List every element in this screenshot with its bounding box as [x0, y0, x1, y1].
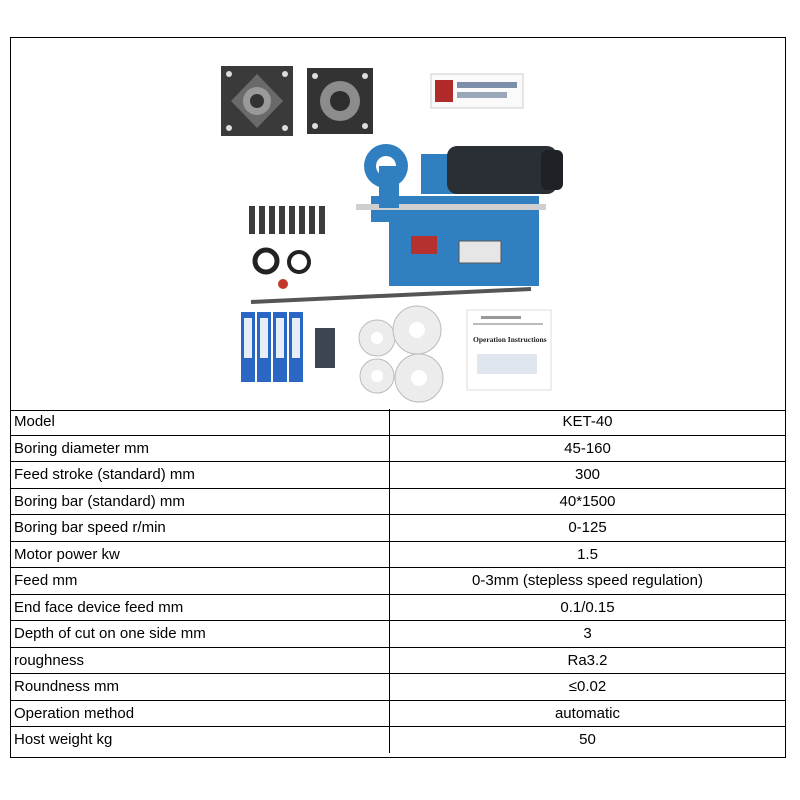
product-photo	[211, 46, 571, 406]
spec-value: 50	[390, 727, 786, 753]
spec-label: Operation method	[11, 700, 390, 727]
spec-value: 3	[390, 621, 786, 648]
spec-value: 40*1500	[390, 488, 786, 515]
spec-sheet-frame	[10, 37, 786, 758]
spec-value: 45-160	[390, 435, 786, 462]
manual-cover-card	[431, 74, 523, 108]
mounting-plate-left	[221, 66, 293, 136]
spec-value: ≤0.02	[390, 674, 786, 701]
spec-value: KET-40	[390, 409, 786, 435]
boring-machine	[356, 144, 563, 286]
spec-label: Boring diameter mm	[11, 435, 390, 462]
table-row	[11, 409, 785, 435]
spec-label: Feed mm	[11, 568, 390, 595]
bolt-set	[249, 206, 325, 234]
spec-value: 1.5	[390, 541, 786, 568]
spec-value: 0-3mm (stepless speed regulation)	[390, 568, 786, 595]
mounting-plate-right	[307, 68, 373, 134]
instruction-booklet	[467, 310, 551, 390]
spec-label: Roundness mm	[11, 674, 390, 701]
grinding-wheels	[359, 306, 443, 402]
insert-box	[315, 328, 335, 368]
booklet-title: Operation Instructions	[473, 335, 547, 344]
spec-label: Depth of cut on one side mm	[11, 621, 390, 648]
specification-table	[11, 409, 785, 753]
spec-label: roughness	[11, 647, 390, 674]
spec-value: 300	[390, 462, 786, 489]
spec-label: Feed stroke (standard) mm	[11, 462, 390, 489]
table-row	[11, 700, 785, 727]
spec-label: Motor power kw	[11, 541, 390, 568]
table-row	[11, 462, 785, 489]
boring-bar	[251, 289, 531, 302]
spec-label: Boring bar speed r/min	[11, 515, 390, 542]
spec-value: Ra3.2	[390, 647, 786, 674]
product-photo-cell	[11, 38, 785, 411]
cutting-tool-boxes	[241, 312, 303, 382]
table-row	[11, 594, 785, 621]
table-row	[11, 727, 785, 753]
spec-value: 0.1/0.15	[390, 594, 786, 621]
spec-label: Host weight kg	[11, 727, 390, 753]
table-row	[11, 674, 785, 701]
table-row	[11, 647, 785, 674]
table-row	[11, 515, 785, 542]
table-row	[11, 621, 785, 648]
spec-label: Model	[11, 409, 390, 435]
spec-label: Boring bar (standard) mm	[11, 488, 390, 515]
spec-value: automatic	[390, 700, 786, 727]
spec-label: End face device feed mm	[11, 594, 390, 621]
table-row	[11, 541, 785, 568]
seal-rings	[255, 250, 309, 289]
spec-value: 0-125	[390, 515, 786, 542]
table-row	[11, 488, 785, 515]
table-row	[11, 435, 785, 462]
table-row	[11, 568, 785, 595]
